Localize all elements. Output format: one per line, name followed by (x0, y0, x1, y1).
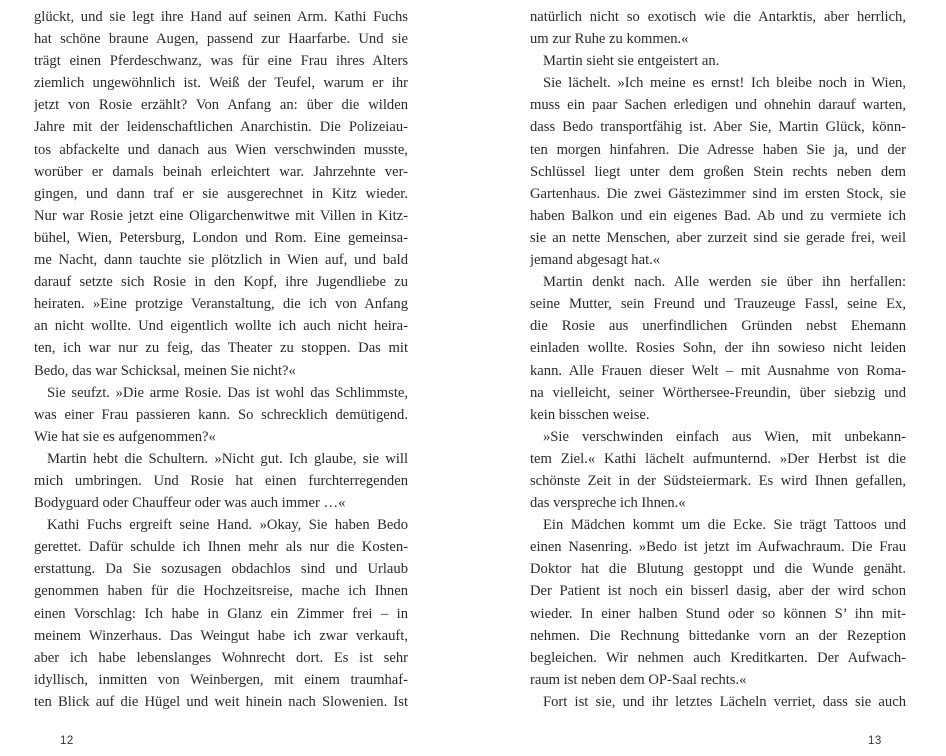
text-line: meinem Winzerhaus. Das Weingut habe ich zwar verkauft, (34, 627, 408, 644)
text-line: wieder. In einer halben Stund oder so können S’ ihn mit- (530, 605, 906, 622)
text-line: Bodyguard oder Chauffeur oder was auch immer …« (34, 495, 346, 512)
text-line: die Rosie aus unerfindlichen Gründen nebst Ehemann (530, 318, 906, 335)
text-line: me Nacht, dann tauchte sie plötzlich in Wien auf, und bald (34, 252, 408, 269)
text-line: gingen, und dann traf er sie ausgerechnet in Kitz wieder. (34, 185, 408, 202)
text-line: Sie lächelt. »Ich meine es ernst! Ich bleibe noch in Wien, (543, 75, 906, 92)
text-line: einladen wollte. Rosies Sohn, der ihn sowieso nicht leiden (530, 340, 906, 357)
text-line: tos abfackelte und danach aus Wien verschwinden musste, (34, 141, 408, 158)
page-number-right: 13 (868, 735, 882, 747)
text-line: haben Balkon und ein eigenes Bad. Ab und zu vermiete ich (530, 207, 906, 224)
text-line: aber ich habe lebenslanges Wohnrecht dort. Es ist sehr (34, 649, 408, 666)
text-line: sie an nette Menschen, aber zurzeit sind sie gerade frei, weil (530, 229, 906, 246)
text-line: Ein Mädchen kommt um die Ecke. Sie trägt Tattoos und (543, 517, 906, 534)
text-line: seine Mutter, sein Freund und Trauzeuge Fassl, seine Ex, (530, 296, 906, 313)
text-line: kein bisschen weise. (530, 406, 650, 423)
text-line: ziemlich ungewöhnlich ist. Weiß der Teufel, warum er ihr (34, 75, 408, 92)
text-line: trägt einen Pferdeschwanz, was für eine Frau ihres Alters (34, 53, 408, 70)
text-line: Martin hebt die Schultern. »Nicht gut. Ich glaube, sie will (47, 450, 408, 467)
text-line: mich umbringen. Und Rosie hat einen furchterregenden (34, 472, 408, 489)
text-line: das verspreche ich Ihnen.« (530, 495, 686, 512)
text-line: Jahre mit der leidenschaftlichen Anarchistin. Die Polizeiau- (34, 119, 408, 136)
text-line: an nicht wollte. Und eigentlich wollte ich auch nicht heira- (34, 318, 408, 335)
text-line: ten Blick auf die Hügel und weit hinein nach Slowenien. Ist (34, 693, 408, 710)
text-line: idyllisch, inmitten von Weinbergen, mit einem traumhaf- (34, 671, 408, 688)
text-line: einen Nasenring. »Bedo ist jetzt im Aufwachraum. Die Frau (530, 539, 906, 556)
text-line: Wie hat sie es aufgenommen?« (34, 428, 216, 445)
text-line: worüber er damals beinah erleichtert war. Jahrzehnte ver- (34, 163, 408, 180)
right-page (473, 0, 946, 756)
text-line: um zur Ruhe zu kommen.« (530, 31, 689, 48)
text-line: glückt, und sie legt ihre Hand auf seinen Arm. Kathi Fuchs (34, 9, 408, 25)
text-line: ten, ich war nur zu feig, das Theater zu stoppen. Das mit (34, 340, 408, 357)
text-line: heiraten. »Eine protzige Veranstaltung, die ich von Anfang (34, 296, 408, 313)
text-line: schönste Zeit in der Südsteiermark. Es wird Ihnen gefallen, (530, 472, 906, 489)
text-line: was einer Frau passieren kann. So schrecklich demütigend. (34, 406, 408, 423)
text-line: natürlich nicht so exotisch wie die Antarktis, aber herrlich, (530, 9, 906, 25)
text-line: genommen haben für die Hochzeitsreise, mache ich Ihnen (34, 583, 408, 600)
text-line: Martin sieht sie entgeistert an. (543, 53, 720, 70)
text-line: Bedo, das war Schicksal, meinen Sie nicht?« (34, 362, 296, 379)
text-line: muss ein paar Sachen erledigen und ohnehin darauf warten, (530, 97, 906, 114)
text-line: raum ist neben dem OP-Saal rechts.« (530, 671, 747, 688)
text-line: Martin denkt nach. Alle werden sie über ihn herfallen: (543, 274, 906, 291)
text-line: Gartenhaus. Die zwei Gästezimmer sind im ersten Stock, sie (530, 185, 906, 202)
text-line: Schlüssel liegt unter dem großen Stein rechts neben dem (530, 163, 906, 180)
right-page-text (530, 6, 906, 713)
text-line: gerettet. Dafür schulde ich Ihnen mehr als nur die Kosten- (34, 539, 408, 556)
text-line: kann. Alle Frauen dieser Welt – mit Ausnahme von Roma- (530, 362, 906, 379)
text-line: darauf setzte sich Rosie in den Kopf, ihre Jugendliebe zu (34, 274, 408, 291)
text-line: nehmen. Die Rechnung bittedanke vorn an der Rezeption (530, 627, 906, 644)
text-line: Sie seufzt. »Die arme Rosie. Das ist wohl das Schlimmste, (47, 384, 408, 401)
left-page-text (34, 6, 408, 713)
text-line: hat schöne braune Augen, passend zur Haarfarbe. Und sie (34, 31, 408, 48)
text-line: Fort ist sie, und ihr letztes Lächeln verriet, dass sie auch (543, 693, 906, 710)
text-line: Nur war Rosie jetzt eine Oligarchenwitwe mit Villen in Kitz- (34, 207, 408, 224)
text-line: Kathi Fuchs ergreift seine Hand. »Okay, Sie haben Bedo (47, 517, 408, 534)
text-line: begleichen. Wir nehmen auch Kreditkarten. Der Aufwach- (530, 649, 906, 666)
text-line: »Sie verschwinden einfach aus Wien, mit unbekann- (543, 428, 906, 445)
text-line: erstattung. Da Sie sozusagen obdachlos sind und Urlaub (34, 561, 408, 578)
text-line: tem Ziel.« Kathi lächelt aufmunternd. »Der Herbst ist die (530, 450, 906, 467)
text-line: dass Bedo transportfähig ist. Aber Sie, Martin Glück, könn- (530, 119, 906, 136)
text-line: bühel, Wien, Petersburg, London und Rom. Eine gemeinsa- (34, 229, 408, 246)
text-line: jetzt von Rosie erzählt? Von Anfang an: über die wilden (34, 97, 408, 114)
text-line: Der Patient ist noch ein bisserl dasig, aber der wird schon (530, 583, 906, 600)
page-number-left: 12 (60, 735, 74, 747)
text-line: ten morgen hinfahren. Die Adresse haben Sie ja, und der (530, 141, 906, 158)
text-line: jemand abgesagt hat.« (530, 252, 661, 269)
text-line: na vielleicht, seiner Wörthersee-Freundin, über siebzig und (530, 384, 906, 401)
text-line: Doktor hat die Blutung gestoppt und die Wunde genäht. (530, 561, 906, 578)
text-line: einen Vorschlag: Ich habe in Glanz ein Zimmer frei – in (34, 605, 408, 622)
